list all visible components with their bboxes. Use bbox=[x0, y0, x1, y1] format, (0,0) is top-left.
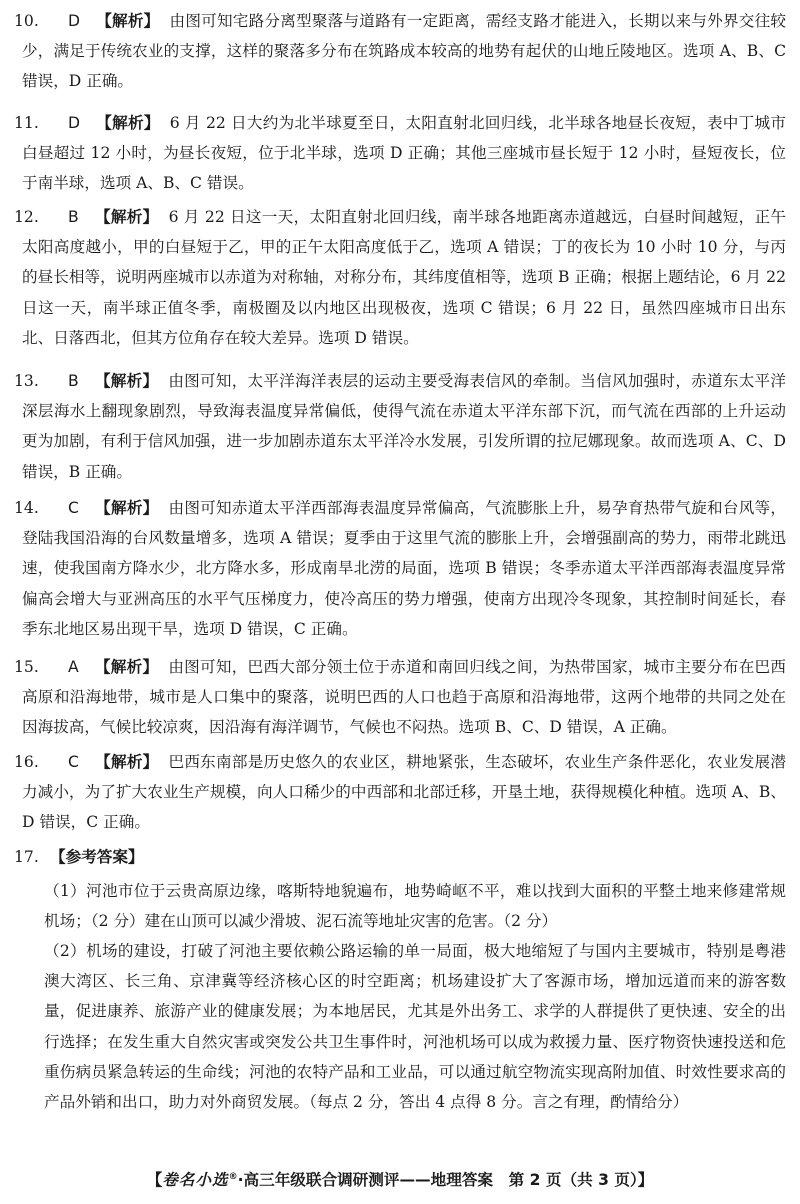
question-13 bbox=[14, 366, 786, 487]
analysis-text: 由图可知，太平洋海洋表层的运动主要受海表信风的牵制。当信风加强时，赤道东太平洋深层海水上翻现象剧烈，导致海表温度异常偏低，使得气流在赤道太平洋东部下沉，而气流在西部的上升运动更为加剧，有利于信风加强，进一步加剧赤道东太平洋冷水发展，引发所谓的拉尼娜现象。故而选项 A、C、D 错误，B 正确。 bbox=[22, 372, 786, 481]
question-number: 16. bbox=[14, 753, 39, 771]
analysis-tag: 【解析】 bbox=[94, 753, 159, 771]
analysis-tag: 【解析】 bbox=[96, 12, 160, 30]
answer-letter: C bbox=[68, 499, 79, 517]
answer-letter: B bbox=[68, 372, 79, 390]
question-number: 17. bbox=[14, 848, 39, 866]
question-11 bbox=[14, 108, 786, 199]
question-17 bbox=[14, 842, 786, 872]
analysis-text: 巴西东南部是历史悠久的农业区，耕地紧张，生态破坏，农业生产条件恶化，农业发展潜力减小，为了扩大农业生产规模，向人口稀少的中西部和北部迁移，开垦土地，获得规模化种植。选项 A、B、D 错误，C 正确。 bbox=[22, 753, 786, 832]
brand-logo: 卷名小选 bbox=[162, 1170, 229, 1189]
answer-letter: A bbox=[68, 658, 79, 676]
question-number: 11. bbox=[14, 114, 39, 132]
analysis-text: 由图可知，巴西大部分领土位于赤道和南回归线之间，为热带国家，城市主要分布在巴西高原和沿海地带，城市是人口集中的聚落，说明巴西的人口也趋于高原和沿海地带，这两个地带的共同之处在因海拔高，气候比较凉爽，因沿海有海洋调节，气候也不闷热。选项 B、C、D 错误，A 正确。 bbox=[22, 658, 786, 737]
question-number: 13. bbox=[14, 372, 39, 390]
answer-letter: B bbox=[68, 208, 79, 226]
question-number: 15. bbox=[14, 658, 39, 676]
analysis-tag: 【解析】 bbox=[94, 658, 159, 676]
reference-answer-heading: 【参考答案】 bbox=[50, 848, 144, 866]
answer-part-1: （1）河池市位于云贵高原边缘，喀斯特地貌遍布，地势崎岖不平，难以找到大面积的平整土地来修建常规机场；（2 分）建在山顶可以减少滑坡、泥石流等地址灾害的危害。（2 分） bbox=[44, 882, 786, 931]
analysis-text: 6 月 22 日大约为北半球夏至日，太阳直射北回归线，北半球各地昼长夜短，表中丁城市白昼超过 12 小时，为昼长夜短，位于北半球，选项 D 正确；其他三座城市昼长短于 12 小时，昼短夜长，位于南半球，选项 A、B、C 错误。 bbox=[22, 114, 786, 193]
analysis-tag: 【解析】 bbox=[96, 114, 160, 132]
analysis-tag: 【解析】 bbox=[94, 372, 159, 390]
question-10 bbox=[14, 6, 786, 97]
analysis-tag: 【解析】 bbox=[94, 208, 159, 226]
analysis-text: 由图可知宅路分离型聚落与道路有一定距离，需经支路才能进入，长期以来与外界交往较少，满足于传统农业的支撑，这样的聚落多分布在筑路成本较高的地势有起伏的山地丘陵地区。选项 A、B、C 错误，D 正确。 bbox=[22, 12, 787, 91]
answer-letter: D bbox=[68, 12, 81, 30]
question-16 bbox=[14, 747, 786, 838]
question-number: 10. bbox=[14, 12, 39, 30]
question-number: 12. bbox=[14, 208, 39, 226]
answer-letter: C bbox=[68, 753, 79, 771]
question-12 bbox=[14, 202, 786, 353]
analysis-text: 6 月 22 日这一天，太阳直射北回归线，南半球各地距离赤道越远，白昼时间越短，正午太阳高度越小，甲的白昼短于乙，甲的正午太阳高度低于乙，选项 A 错误；丁的夜长为 10 小时 10 分，与丙的昼长相等，说明两座城市以赤道为对称轴，对称分布，其纬度值相等，选项 B 正确；根据上题结论，6 月 22 日这一天，南半球正值冬季，南极圈及以内地区出现极夜，选项 C 错误；6 月 22 日，虽然四座城市日出东北、日落西北，但其方位角存在较大差异。选项 D 错误。 bbox=[22, 208, 786, 347]
analysis-tag: 【解析】 bbox=[94, 499, 159, 517]
page-footer: 【卷名小选®·高三年级联合调研测评——地理答案 第 2 页（共 3 页）】 bbox=[146, 1170, 654, 1189]
answer-letter: D bbox=[68, 114, 81, 132]
question-14 bbox=[14, 493, 786, 644]
answer-part-2: （2）机场的建设，打破了河池主要依赖公路运输的单一局面，极大地缩短了与国内主要城市，特别是粤港澳大湾区、长三角、京津冀等经济核心区的时空距离；机场建设扩大了客源市场，增加远道而来的游客数量，促进康养、旅游产业的健康发展；为本地居民，尤其是外出务工、求学的人群提供了更快速、安全的出行选择；在发生重大自然灾害或突发公共卫生事件时，河池机场可以成为救援力量、医疗物资快速投送和危重伤病员紧急转运的生命线；河池的农特产品和工业品，可以通过航空物流实现高附加值、时效性要求高的产品外销和出口，助力对外商贸发展。（每点 2 分，答出 4 点得 8 分。言之有理，酌情给分） bbox=[44, 942, 786, 1112]
footer-text: ·高三年级联合调研测评——地理答案 第 2 页（共 3 页） bbox=[237, 1171, 638, 1189]
analysis-text: 由图可知赤道太平洋西部海表温度异常偏高，气流膨胀上升，易孕育热带气旋和台风等，登陆我国沿海的台风数量增多，选项 A 错误；夏季由于这里气流的膨胀上升，会增强副高的势力，雨带北跳迅速，使我国南方降水少，北方降水多，形成南旱北涝的局面，选项 B 错误；冬季赤道太平洋西部海表温度异常偏高会增大与亚洲高压的水平气压梯度力，使冷高压的势力增强，使南方出现冷冬现象，其控制时间延长，春季东北地区易出现干旱，选项 D 错误，C 正确。 bbox=[22, 499, 786, 638]
question-15 bbox=[14, 652, 786, 743]
question-number: 14. bbox=[14, 499, 39, 517]
